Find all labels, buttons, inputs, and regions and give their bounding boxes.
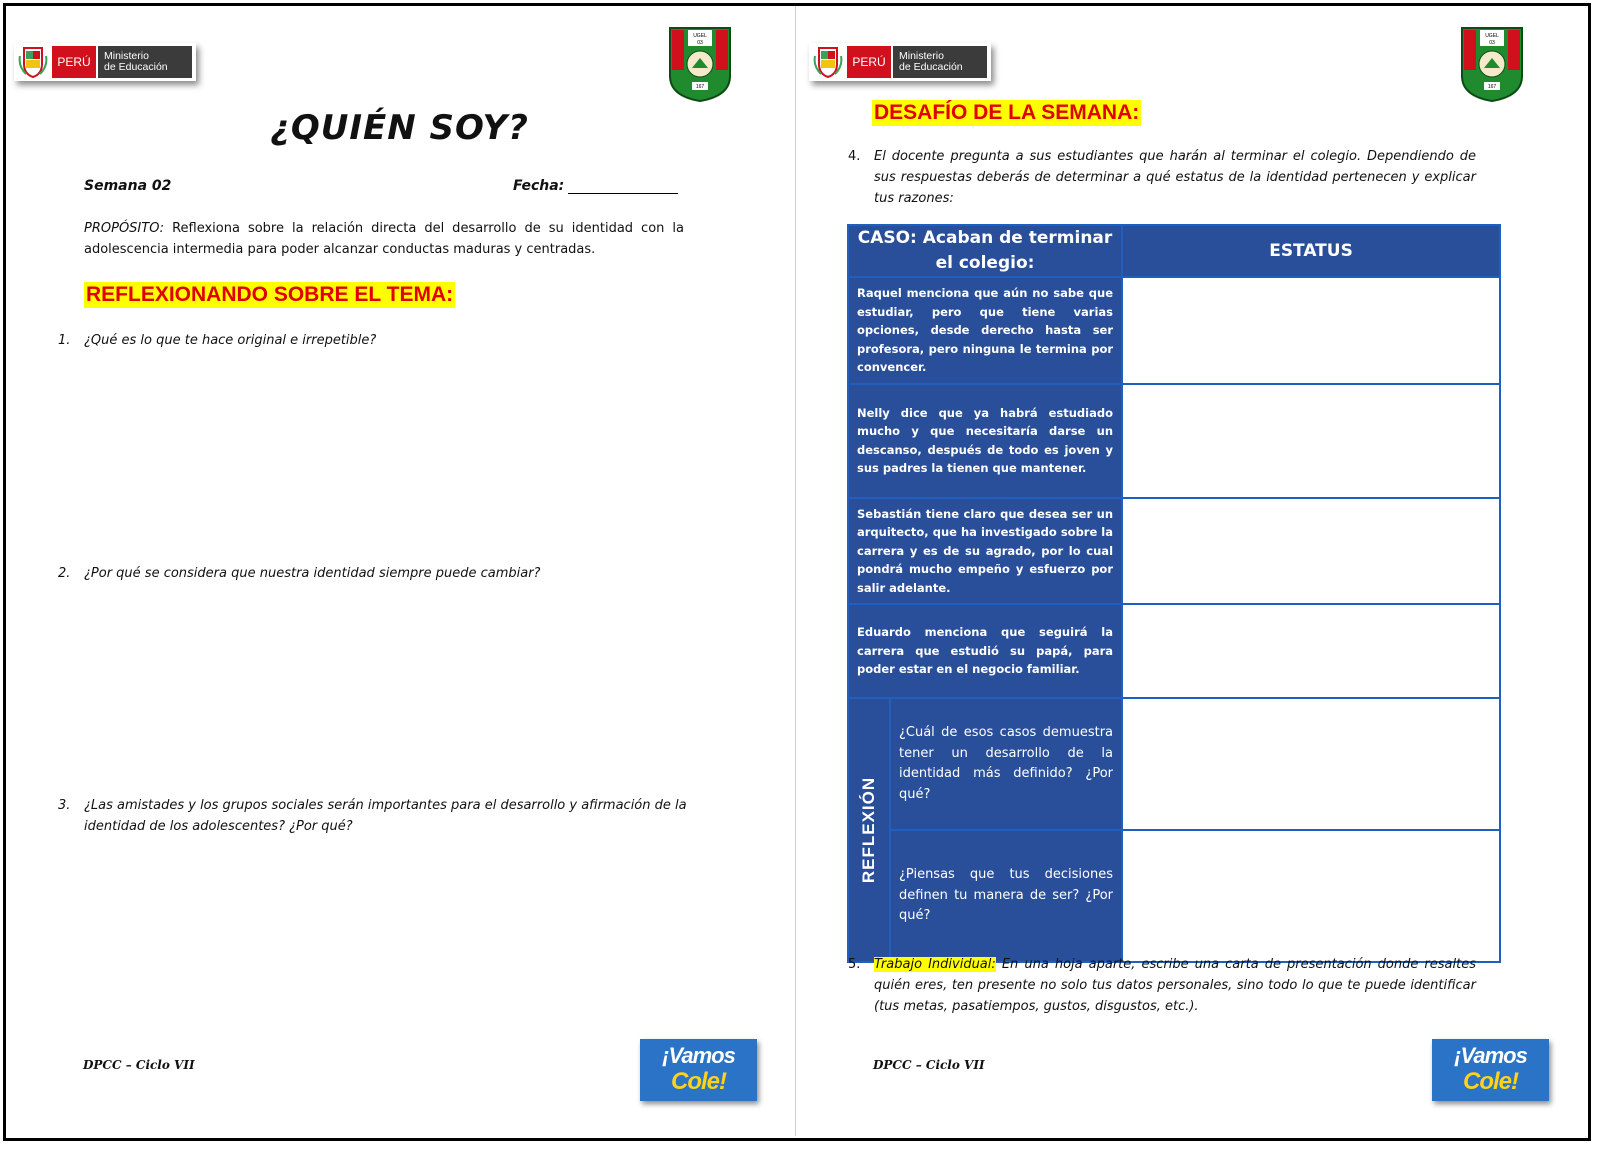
proposito-paragraph bbox=[84, 218, 684, 260]
status-answer-cell[interactable] bbox=[1122, 277, 1500, 384]
page-footer: DPCC – Ciclo VII bbox=[83, 1058, 195, 1072]
reflexion-answer-cell[interactable] bbox=[1122, 830, 1500, 962]
school-crest-icon bbox=[1460, 26, 1524, 102]
crest-num: 03 bbox=[697, 40, 703, 46]
crest-ugel: UGEL bbox=[1485, 33, 1499, 39]
page-footer: DPCC – Ciclo VII bbox=[873, 1058, 985, 1072]
ministerio-line1: Ministerio bbox=[104, 50, 149, 62]
peru-shield-icon bbox=[813, 46, 843, 78]
page-divider bbox=[795, 6, 796, 1136]
question-5 bbox=[848, 954, 1476, 1017]
case-cell: Nelly dice que ya habrá estudiado mucho y que necesitaría darse un descanso, después de todo es joven y sus padres la tienen que mantener. bbox=[848, 384, 1122, 498]
vamos-line1: ¡Vamos bbox=[1454, 1043, 1527, 1068]
peru-shield-icon bbox=[18, 46, 48, 78]
reflexion-question-cell: ¿Piensas que tus decisiones definen tu manera de ser? ¿Por qué? bbox=[890, 830, 1122, 962]
ministerio-line2: de Educación bbox=[899, 61, 963, 73]
question-number: 3. bbox=[58, 798, 71, 813]
school-crest-icon bbox=[668, 26, 732, 102]
minedu-logo bbox=[14, 43, 196, 81]
table-row bbox=[848, 498, 1500, 605]
question-text: ¿Qué es lo que te hace original e irrepetible? bbox=[84, 333, 377, 348]
status-answer-cell[interactable] bbox=[1122, 498, 1500, 605]
question-2 bbox=[58, 563, 708, 584]
section-heading bbox=[84, 282, 455, 308]
question-3 bbox=[58, 795, 708, 837]
question-text: El docente pregunta a sus estudiantes que harán al terminar el colegio. Dependiendo de sus respuestas deberás de determinar a qué estatus de la identidad pertenecen y explicar tus razones: bbox=[874, 149, 1476, 206]
crest-num: 03 bbox=[1489, 40, 1495, 46]
right-page bbox=[800, 6, 1586, 1136]
vamos-al-cole-logo bbox=[1432, 1039, 1549, 1101]
crest-ugel: UGEL bbox=[693, 33, 707, 39]
semana-label: Semana 02 bbox=[84, 178, 172, 194]
ministerio-label bbox=[893, 46, 987, 78]
minedu-logo bbox=[809, 43, 991, 81]
left-page bbox=[6, 6, 793, 1136]
case-cell: Raquel menciona que aún no sabe que estudiar, pero que tiene varias opciones, desde derecho hasta ser profesora, pero ninguna le termina por convencer. bbox=[848, 277, 1122, 384]
table-row bbox=[848, 698, 1500, 830]
proposito-label: PROPÓSITO: bbox=[84, 221, 165, 236]
table-row bbox=[848, 830, 1500, 962]
case-cell: Eduardo menciona que seguirá la carrera que estudió su papá, para poder estar en el negocio familiar. bbox=[848, 604, 1122, 698]
reflexion-answer-cell[interactable] bbox=[1122, 698, 1500, 830]
ministerio-label bbox=[98, 46, 192, 78]
fecha-blank-line[interactable] bbox=[568, 179, 678, 194]
reflexion-side-label bbox=[848, 698, 890, 962]
question-text bbox=[874, 954, 1476, 1017]
ministerio-line1: Ministerio bbox=[899, 50, 944, 62]
reflexion-label: REFLEXIÓN bbox=[859, 776, 878, 884]
ministerio-line2: de Educación bbox=[104, 61, 168, 73]
challenge-heading-text: DESAFÍO DE LA SEMANA: bbox=[874, 101, 1140, 124]
status-answer-cell[interactable] bbox=[1122, 604, 1500, 698]
table-row bbox=[848, 277, 1500, 384]
peru-label: PERÚ bbox=[52, 46, 96, 78]
page-title: ¿QUIÉN SOY? bbox=[270, 108, 529, 148]
peru-label: PERÚ bbox=[847, 46, 891, 78]
question-number: 5. bbox=[848, 957, 861, 972]
status-column-header: ESTATUS bbox=[1122, 225, 1500, 277]
table-row bbox=[848, 604, 1500, 698]
vamos-line2: Cole! bbox=[671, 1068, 726, 1095]
status-answer-cell[interactable] bbox=[1122, 384, 1500, 498]
section-heading-text: REFLEXIONANDO SOBRE EL TEMA: bbox=[86, 283, 454, 306]
fecha-field[interactable] bbox=[513, 178, 678, 194]
case-cell: Sebastián tiene claro que desea ser un arquitecto, que ha investigado sobre la carrera y es de su agrado, por lo cual pondrá mucho empeño y esfuerzo por salir adelante. bbox=[848, 498, 1122, 605]
question-1 bbox=[58, 330, 708, 351]
question-text: ¿Por qué se considera que nuestra identidad siempre puede cambiar? bbox=[84, 566, 541, 581]
question-text: ¿Las amistades y los grupos sociales serán importantes para el desarrollo y afirmación de la identidad de los adolescentes? ¿Por qué? bbox=[84, 798, 687, 834]
reflexion-question-cell: ¿Cuál de esos casos demuestra tener un desarrollo de la identidad más definido? ¿Por qué? bbox=[890, 698, 1122, 830]
question-number: 4. bbox=[848, 149, 861, 164]
table-row bbox=[848, 384, 1500, 498]
vamos-line2: Cole! bbox=[1463, 1068, 1518, 1095]
question-4 bbox=[848, 146, 1476, 209]
challenge-heading bbox=[872, 100, 1141, 126]
fecha-label: Fecha: bbox=[513, 178, 565, 194]
vamos-al-cole-logo bbox=[640, 1039, 757, 1101]
crest-code: 167 bbox=[695, 84, 705, 90]
crest-code: 167 bbox=[1487, 84, 1497, 90]
proposito-text: Reflexiona sobre la relación directa del desarrollo de su identidad con la adolescencia intermedia para poder alcanzar conductas maduras y centradas. bbox=[84, 221, 684, 257]
q5-body: En una hoja aparte, escribe una carta de presentación donde resaltes quién eres, ten presente no solo tus datos personales, sino todo lo que te puede identificar (tus metas, pasatiempos, gustos, disgustos, etc.). bbox=[874, 957, 1476, 1014]
question-number: 1. bbox=[58, 333, 71, 348]
case-column-header: CASO: Acaban de terminar el colegio: bbox=[848, 225, 1122, 277]
vamos-line1: ¡Vamos bbox=[662, 1043, 735, 1068]
trabajo-individual-label: Trabajo Individual: bbox=[874, 957, 996, 972]
cases-table bbox=[847, 224, 1501, 963]
question-number: 2. bbox=[58, 566, 71, 581]
